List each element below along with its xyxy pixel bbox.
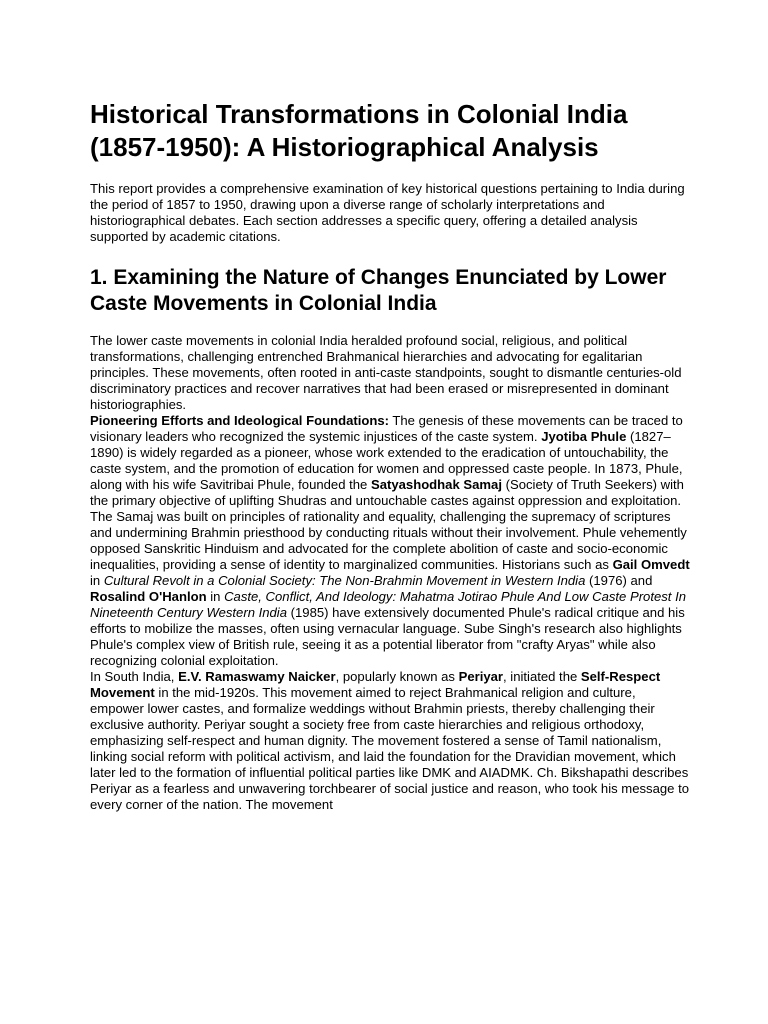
bold-name: Self-Respect Movement xyxy=(90,669,661,700)
paragraph-overview: The lower caste movements in colonial India heralded profound social, religious, and political transformations, challenging entrenched Brahmanical hierarchies and advocating for egalitarian principles. These movements, often rooted in anti-caste standpoints, sought to dismantle centuries-old discriminatory practices and recover narratives that had been erased or misrepresented in dominant historiographies. xyxy=(90,333,682,412)
section-body xyxy=(90,333,690,813)
text-span: (Society of Truth Seekers) with the primary objective of uplifting Shudras and untouchable castes against oppression and exploitation. The Samaj was built on principles of rationality and equality, challenging the supremacy of scriptures and undermining Brahmin priesthood by conducting rituals without their involvement. Phule vehemently opposed Sanskritic Hinduism and advocated for the complete abolition of caste and socio-economic inequalities, providing a sense of identity to marginalized communities. Historians such as xyxy=(90,477,687,572)
paragraph-south-india xyxy=(90,669,690,813)
text-span: The genesis of these movements can be traced to visionary leaders who recognized the systemic injustices of the caste system. xyxy=(90,413,683,444)
bold-lead: Pioneering Efforts and Ideological Foundations: xyxy=(90,413,389,428)
text-span: (1985) have extensively documented Phule's radical critique and his efforts to mobilize the masses, often using vernacular language. Sube Singh's research also highlights Phule's complex view of British rule, seeing it as a potential liberator from "crafty Aryas" while also recognizing colonial exploitation. xyxy=(90,605,685,668)
bold-name: E.V. Ramaswamy Naicker xyxy=(178,669,336,684)
bold-name: Periyar xyxy=(458,669,504,684)
italic-book-title: Caste, Conflict, And Ideology: Mahatma Jotirao Phule And Low Caste Protest In Nineteenth Century Western India xyxy=(90,589,686,620)
text-span: , popularly known as xyxy=(335,669,459,684)
text-span: , initiated the xyxy=(503,669,581,684)
text-span: in xyxy=(90,573,104,588)
text-span: in xyxy=(206,589,225,604)
bold-name: Jyotiba Phule xyxy=(541,429,627,444)
text-span: In South India, xyxy=(90,669,179,684)
paragraph-pioneering-efforts xyxy=(90,413,690,669)
intro-paragraph: This report provides a comprehensive examination of key historical questions pertaining to India during the period of 1857 to 1950, drawing upon a diverse range of scholarly interpretations and historiographical debates. Each section addresses a specific query, offering a detailed analysis supported by academic citations. xyxy=(90,181,685,244)
bold-name: Satyashodhak Samaj xyxy=(370,477,502,492)
bold-name: Gail Omvedt xyxy=(612,557,690,572)
bold-name: Rosalind O'Hanlon xyxy=(90,589,207,604)
document-page xyxy=(90,98,690,813)
italic-book-title: Cultural Revolt in a Colonial Society: The Non-Brahmin Movement in Western India xyxy=(103,573,586,588)
text-span: (1976) and xyxy=(585,573,653,588)
text-span: (1827–1890) is widely regarded as a pioneer, whose work extended to the eradication of untouchability, the caste system, and the promotion of education for women and oppressed caste people. In 1873, Phule, along with his wife Savitribai Phule, founded the xyxy=(90,429,683,492)
text-span: in the mid-1920s. This movement aimed to reject Brahmanical religion and culture, empower lower castes, and formalize weddings without Brahmin priests, thereby challenging their exclusive authority. Periyar sought a society free from caste hierarchies and religious orthodoxy, emphasizing self-respect and human dignity. The movement fostered a sense of Tamil nationalism, linking social reform with political activism, and laid the foundation for the Dravidian movement, which later led to the formation of influential political parties like DMK and AIADMK. Ch. Bikshapathi describes Periyar as a fearless and unwavering torchbearer of social justice and reason, who took his message to every corner of the nation. The movement xyxy=(90,685,689,812)
section-heading: 1. Examining the Nature of Changes Enunciated by Lower Caste Movements in Colonial India xyxy=(90,266,667,315)
document-title: Historical Transformations in Colonial India (1857-1950): A Historiographical Analysis xyxy=(90,99,628,162)
